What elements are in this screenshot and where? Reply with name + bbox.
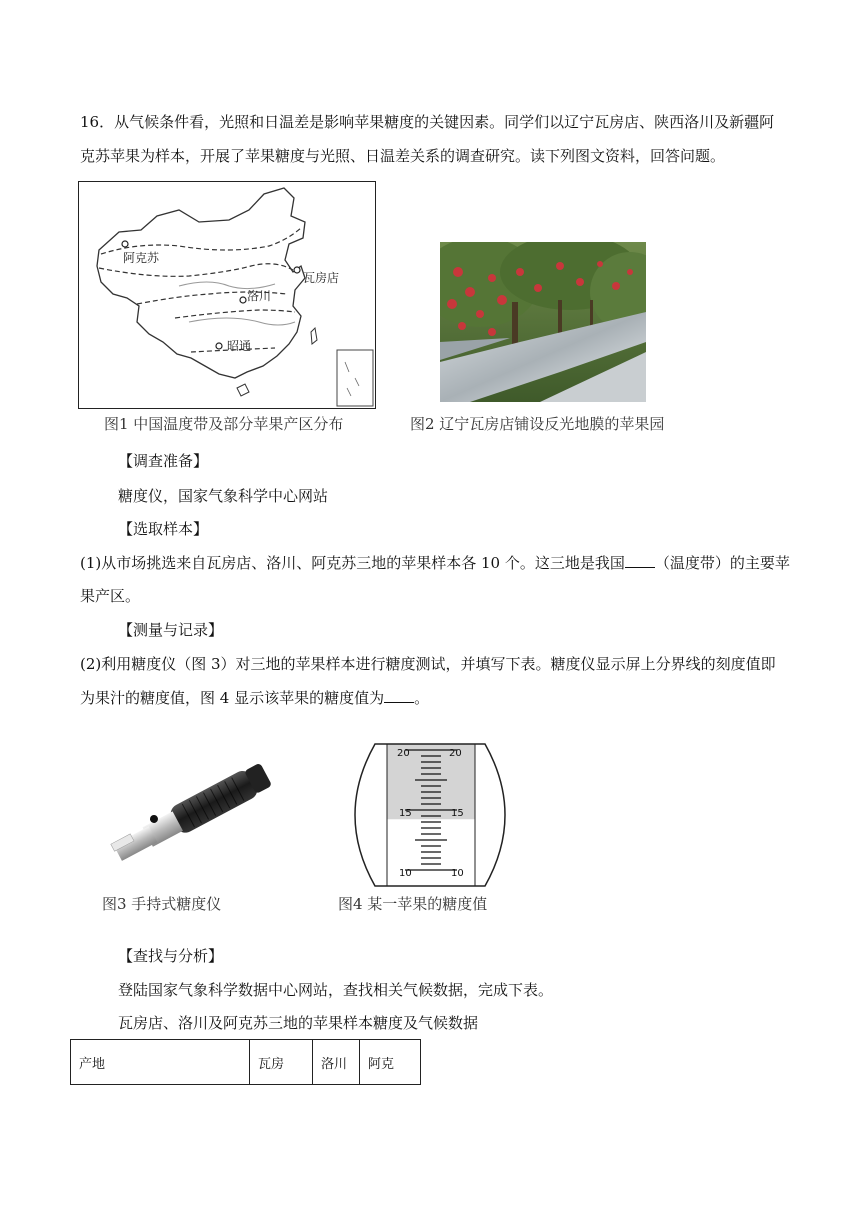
scale-label-10-right: 10 <box>451 868 464 879</box>
scale-label-10-left: 10 <box>399 868 412 879</box>
table-cell-luochuan: 洛川 <box>313 1040 360 1085</box>
question-line-2: 克苏苹果为样本，开展了苹果糖度与光照、日温差关系的调查研究。读下列图文资料，回答问题。 <box>80 147 726 165</box>
scale-label-20-left: 20 <box>397 748 410 759</box>
q2-text-a: 为果汁的糖度值，图 4 显示该苹果的糖度值为 <box>80 689 385 707</box>
zhaotong-marker <box>216 343 222 349</box>
section-sample-title: 【选取样本】 <box>118 520 209 538</box>
orchard-photo <box>440 242 646 402</box>
china-map-outline <box>79 182 375 408</box>
scale-label-20-right: 20 <box>449 748 462 759</box>
data-table <box>70 1039 421 1085</box>
label-zhaotong: 昭通 <box>227 339 252 353</box>
question-2-line-1: (2)利用糖度仪（图 3）对三地的苹果样本进行糖度测试，并填写下表。糖度仪显示屏上分界线的刻度值即 <box>80 655 776 673</box>
figure-1-caption: 图1 中国温度带及部分苹果产区分布 <box>104 415 344 433</box>
temperature-zone-map <box>78 181 376 409</box>
label-luochuan: 洛川 <box>247 289 272 303</box>
question-1-line-2: 果产区。 <box>80 587 141 605</box>
question-2-line-2 <box>80 688 429 708</box>
table-cell-wafang: 瓦房 <box>250 1040 313 1085</box>
scale-label-15-right: 15 <box>451 808 464 819</box>
section-measure-title: 【测量与记录】 <box>118 621 224 639</box>
label-wafangdian: 瓦房店 <box>303 271 340 285</box>
section-prep-title: 【调查准备】 <box>118 452 209 470</box>
q1-text-b: （温度带）的主要苹 <box>654 554 790 572</box>
wafangdian-marker <box>294 267 300 273</box>
question-line-1: 16．从气候条件看，光照和日温差是影响苹果糖度的关键因素。同学们以辽宁瓦房店、陕西洛川及新疆阿 <box>80 113 775 131</box>
q1-text-a: (1)从市场挑选来自瓦房店、洛川、阿克苏三地的苹果样本各 10 个。这三地是我国 <box>80 554 625 572</box>
table-title: 瓦房店、洛川及阿克苏三地的苹果样本糖度及气候数据 <box>118 1014 479 1032</box>
scale-label-15-left: 15 <box>399 808 412 819</box>
refractometer-photo <box>92 745 282 885</box>
q1-answer-blank[interactable] <box>625 553 655 568</box>
figure-4-caption: 图4 某一苹果的糖度值 <box>338 895 488 913</box>
akesu-marker <box>122 241 128 247</box>
sugar-scale-view <box>345 740 515 890</box>
table-cell-origin: 产地 <box>71 1040 250 1085</box>
table-header-row <box>71 1040 421 1085</box>
question-1-line-1 <box>80 553 790 573</box>
section-analysis-title: 【查找与分析】 <box>118 947 224 965</box>
q2-answer-blank[interactable] <box>384 688 414 703</box>
table-cell-ake: 阿克 <box>360 1040 421 1085</box>
figure-3-caption: 图3 手持式糖度仪 <box>102 895 222 913</box>
q2-text-b: 。 <box>414 689 430 707</box>
figure-2-caption: 图2 辽宁瓦房店铺设反光地膜的苹果园 <box>410 415 665 433</box>
luochuan-marker <box>240 297 246 303</box>
label-akesu: 阿克苏 <box>123 251 160 265</box>
section-prep-text: 糖度仪，国家气象科学中心网站 <box>118 487 329 505</box>
section-analysis-text: 登陆国家气象科学数据中心网站，查找相关气候数据，完成下表。 <box>118 981 554 999</box>
